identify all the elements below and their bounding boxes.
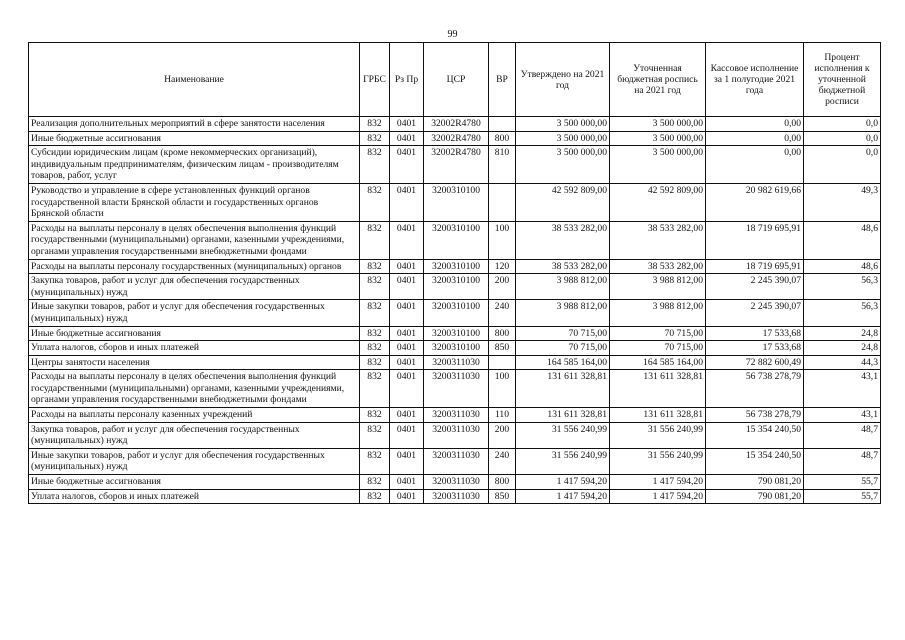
cell-cash: 790 081,20 (706, 489, 804, 504)
cell-refined: 1 417 594,20 (610, 475, 706, 490)
header-refined: Уточненная бюджетная роспись на 2021 год (610, 43, 706, 117)
cell-refined: 131 611 328,81 (610, 408, 706, 423)
table-row (29, 370, 881, 408)
cell-percent: 24,8 (804, 326, 881, 341)
cell-approved: 3 500 000,00 (516, 146, 610, 184)
table-row (29, 259, 881, 274)
table-row (29, 408, 881, 423)
table-row (29, 489, 881, 504)
cell-percent: 48,7 (804, 448, 881, 474)
cell-rz-pr: 0401 (390, 146, 424, 184)
cell-rz-pr: 0401 (390, 341, 424, 356)
cell-vr: 850 (489, 489, 516, 504)
cell-grbs: 832 (360, 408, 390, 423)
cell-cash: 15 354 240,50 (706, 422, 804, 448)
budget-table (28, 42, 881, 504)
cell-csr: 3200310100 (424, 259, 489, 274)
table-row (29, 131, 881, 146)
header-approved: Утверждено на 2021 год (516, 43, 610, 117)
cell-refined: 3 500 000,00 (610, 117, 706, 132)
cell-cash: 2 245 390,07 (706, 274, 804, 300)
table-row (29, 475, 881, 490)
cell-approved: 1 417 594,20 (516, 489, 610, 504)
cell-name: Расходы на выплаты персоналу в целях обеспечения выполнения функций государственными (муниципальными) органами, казенными учреждениями, органами управления государственными внебюджетными фондами (29, 370, 360, 408)
cell-csr: 3200311030 (424, 408, 489, 423)
table-row (29, 326, 881, 341)
header-row (29, 43, 881, 117)
cell-refined: 3 500 000,00 (610, 146, 706, 184)
cell-name: Реализация дополнительных мероприятий в сфере занятости населения (29, 117, 360, 132)
cell-percent: 43,1 (804, 408, 881, 423)
cell-cash: 2 245 390,07 (706, 300, 804, 326)
cell-percent: 48,6 (804, 221, 881, 259)
header-grbs: ГРБС (360, 43, 390, 117)
cell-csr: 3200310100 (424, 341, 489, 356)
table-row (29, 117, 881, 132)
cell-approved: 3 500 000,00 (516, 131, 610, 146)
cell-grbs: 832 (360, 259, 390, 274)
cell-rz-pr: 0401 (390, 489, 424, 504)
cell-cash: 72 882 600,49 (706, 355, 804, 370)
cell-csr: 32002R4780 (424, 117, 489, 132)
table-row (29, 355, 881, 370)
table-row (29, 341, 881, 356)
cell-csr: 3200311030 (424, 448, 489, 474)
cell-vr: 100 (489, 370, 516, 408)
table-row (29, 221, 881, 259)
table-row (29, 448, 881, 474)
cell-grbs: 832 (360, 146, 390, 184)
cell-cash: 56 738 278,79 (706, 408, 804, 423)
cell-approved: 70 715,00 (516, 341, 610, 356)
cell-refined: 38 533 282,00 (610, 259, 706, 274)
cell-vr: 200 (489, 274, 516, 300)
cell-approved: 38 533 282,00 (516, 221, 610, 259)
cell-vr: 810 (489, 146, 516, 184)
cell-rz-pr: 0401 (390, 131, 424, 146)
cell-vr (489, 183, 516, 221)
cell-rz-pr: 0401 (390, 422, 424, 448)
cell-percent: 0,0 (804, 146, 881, 184)
cell-approved: 31 556 240,99 (516, 422, 610, 448)
cell-grbs: 832 (360, 131, 390, 146)
cell-rz-pr: 0401 (390, 370, 424, 408)
cell-cash: 17 533,68 (706, 341, 804, 356)
cell-csr: 3200310100 (424, 274, 489, 300)
cell-grbs: 832 (360, 300, 390, 326)
cell-name: Закупка товаров, работ и услуг для обеспечения государственных (муниципальных) нужд (29, 274, 360, 300)
cell-csr: 3200311030 (424, 489, 489, 504)
cell-rz-pr: 0401 (390, 274, 424, 300)
cell-rz-pr: 0401 (390, 183, 424, 221)
cell-name: Руководство и управление в сфере установленных функций органов государственной власти Брянской области и государственных органов Брянской области (29, 183, 360, 221)
cell-grbs: 832 (360, 475, 390, 490)
cell-percent: 56,3 (804, 274, 881, 300)
cell-refined: 38 533 282,00 (610, 221, 706, 259)
cell-percent: 56,3 (804, 300, 881, 326)
cell-vr: 120 (489, 259, 516, 274)
cell-csr: 3200311030 (424, 475, 489, 490)
cell-grbs: 832 (360, 221, 390, 259)
cell-grbs: 832 (360, 448, 390, 474)
cell-percent: 0,0 (804, 117, 881, 132)
cell-rz-pr: 0401 (390, 117, 424, 132)
cell-refined: 31 556 240,99 (610, 422, 706, 448)
cell-percent: 0,0 (804, 131, 881, 146)
cell-rz-pr: 0401 (390, 355, 424, 370)
cell-rz-pr: 0401 (390, 408, 424, 423)
cell-vr (489, 355, 516, 370)
cell-csr: 3200310100 (424, 300, 489, 326)
cell-grbs: 832 (360, 183, 390, 221)
cell-name: Уплата налогов, сборов и иных платежей (29, 489, 360, 504)
cell-vr: 240 (489, 448, 516, 474)
header-cash: Кассовое исполнение за 1 полугодие 2021 года (706, 43, 804, 117)
cell-rz-pr: 0401 (390, 326, 424, 341)
cell-name: Центры занятости населения (29, 355, 360, 370)
cell-approved: 3 988 812,00 (516, 274, 610, 300)
cell-name: Иные закупки товаров, работ и услуг для обеспечения государственных (муниципальных) нужд (29, 300, 360, 326)
cell-rz-pr: 0401 (390, 259, 424, 274)
header-percent: Процент исполнения к уточненной бюджетной росписи (804, 43, 881, 117)
table-row (29, 300, 881, 326)
cell-csr: 3200311030 (424, 370, 489, 408)
header-rz-pr: Рз Пр (390, 43, 424, 117)
cell-percent: 48,7 (804, 422, 881, 448)
cell-cash: 56 738 278,79 (706, 370, 804, 408)
cell-vr: 800 (489, 326, 516, 341)
cell-grbs: 832 (360, 326, 390, 341)
cell-approved: 3 500 000,00 (516, 117, 610, 132)
header-name: Наименование (29, 43, 360, 117)
cell-refined: 3 988 812,00 (610, 274, 706, 300)
page-number: 99 (447, 29, 458, 40)
cell-refined: 131 611 328,81 (610, 370, 706, 408)
cell-percent: 44,3 (804, 355, 881, 370)
cell-name: Субсидии юридическим лицам (кроме некоммерческих организаций), индивидуальным предпринимателям, физическим лицам - производителям товаров, работ, услуг (29, 146, 360, 184)
table-row (29, 274, 881, 300)
cell-grbs: 832 (360, 274, 390, 300)
cell-name: Уплата налогов, сборов и иных платежей (29, 341, 360, 356)
cell-approved: 42 592 809,00 (516, 183, 610, 221)
cell-grbs: 832 (360, 370, 390, 408)
cell-name: Расходы на выплаты персоналу казенных учреждений (29, 408, 360, 423)
cell-refined: 3 988 812,00 (610, 300, 706, 326)
cell-vr: 240 (489, 300, 516, 326)
cell-csr: 3200310100 (424, 326, 489, 341)
cell-cash: 0,00 (706, 117, 804, 132)
cell-name: Иные бюджетные ассигнования (29, 475, 360, 490)
cell-vr: 100 (489, 221, 516, 259)
cell-vr: 110 (489, 408, 516, 423)
cell-grbs: 832 (360, 341, 390, 356)
cell-cash: 18 719 695,91 (706, 259, 804, 274)
cell-refined: 70 715,00 (610, 341, 706, 356)
cell-percent: 55,7 (804, 489, 881, 504)
cell-rz-pr: 0401 (390, 300, 424, 326)
cell-rz-pr: 0401 (390, 475, 424, 490)
cell-csr: 32002R4780 (424, 131, 489, 146)
cell-name: Иные бюджетные ассигнования (29, 326, 360, 341)
cell-approved: 3 988 812,00 (516, 300, 610, 326)
cell-rz-pr: 0401 (390, 221, 424, 259)
cell-name: Расходы на выплаты персоналу в целях обеспечения выполнения функций государственными (муниципальными) органами, казенными учреждениями, органами управления государственными внебюджетными фондами (29, 221, 360, 259)
table-row (29, 183, 881, 221)
cell-csr: 3200311030 (424, 355, 489, 370)
cell-csr: 32002R4780 (424, 146, 489, 184)
cell-vr (489, 117, 516, 132)
cell-cash: 18 719 695,91 (706, 221, 804, 259)
cell-refined: 70 715,00 (610, 326, 706, 341)
cell-vr: 200 (489, 422, 516, 448)
cell-percent: 55,7 (804, 475, 881, 490)
cell-csr: 3200310100 (424, 221, 489, 259)
cell-vr: 800 (489, 475, 516, 490)
cell-cash: 790 081,20 (706, 475, 804, 490)
cell-cash: 15 354 240,50 (706, 448, 804, 474)
cell-refined: 42 592 809,00 (610, 183, 706, 221)
cell-vr: 800 (489, 131, 516, 146)
cell-cash: 0,00 (706, 131, 804, 146)
table-body (29, 117, 881, 504)
cell-grbs: 832 (360, 489, 390, 504)
cell-name: Иные закупки товаров, работ и услуг для обеспечения государственных (муниципальных) нужд (29, 448, 360, 474)
cell-grbs: 832 (360, 117, 390, 132)
cell-approved: 70 715,00 (516, 326, 610, 341)
cell-csr: 3200311030 (424, 422, 489, 448)
table-row (29, 146, 881, 184)
cell-refined: 1 417 594,20 (610, 489, 706, 504)
cell-percent: 49,3 (804, 183, 881, 221)
cell-percent: 43,1 (804, 370, 881, 408)
cell-approved: 164 585 164,00 (516, 355, 610, 370)
cell-approved: 131 611 328,81 (516, 370, 610, 408)
cell-refined: 3 500 000,00 (610, 131, 706, 146)
cell-cash: 20 982 619,66 (706, 183, 804, 221)
cell-approved: 131 611 328,81 (516, 408, 610, 423)
cell-refined: 31 556 240,99 (610, 448, 706, 474)
cell-approved: 31 556 240,99 (516, 448, 610, 474)
cell-cash: 17 533,68 (706, 326, 804, 341)
cell-grbs: 832 (360, 422, 390, 448)
cell-name: Расходы на выплаты персоналу государственных (муниципальных) органов (29, 259, 360, 274)
header-csr: ЦСР (424, 43, 489, 117)
cell-csr: 3200310100 (424, 183, 489, 221)
cell-grbs: 832 (360, 355, 390, 370)
cell-refined: 164 585 164,00 (610, 355, 706, 370)
cell-rz-pr: 0401 (390, 448, 424, 474)
cell-name: Иные бюджетные ассигнования (29, 131, 360, 146)
cell-approved: 1 417 594,20 (516, 475, 610, 490)
cell-cash: 0,00 (706, 146, 804, 184)
table-row (29, 422, 881, 448)
cell-vr: 850 (489, 341, 516, 356)
cell-approved: 38 533 282,00 (516, 259, 610, 274)
cell-percent: 24,8 (804, 341, 881, 356)
cell-percent: 48,6 (804, 259, 881, 274)
header-vr: ВР (489, 43, 516, 117)
cell-name: Закупка товаров, работ и услуг для обеспечения государственных (муниципальных) нужд (29, 422, 360, 448)
